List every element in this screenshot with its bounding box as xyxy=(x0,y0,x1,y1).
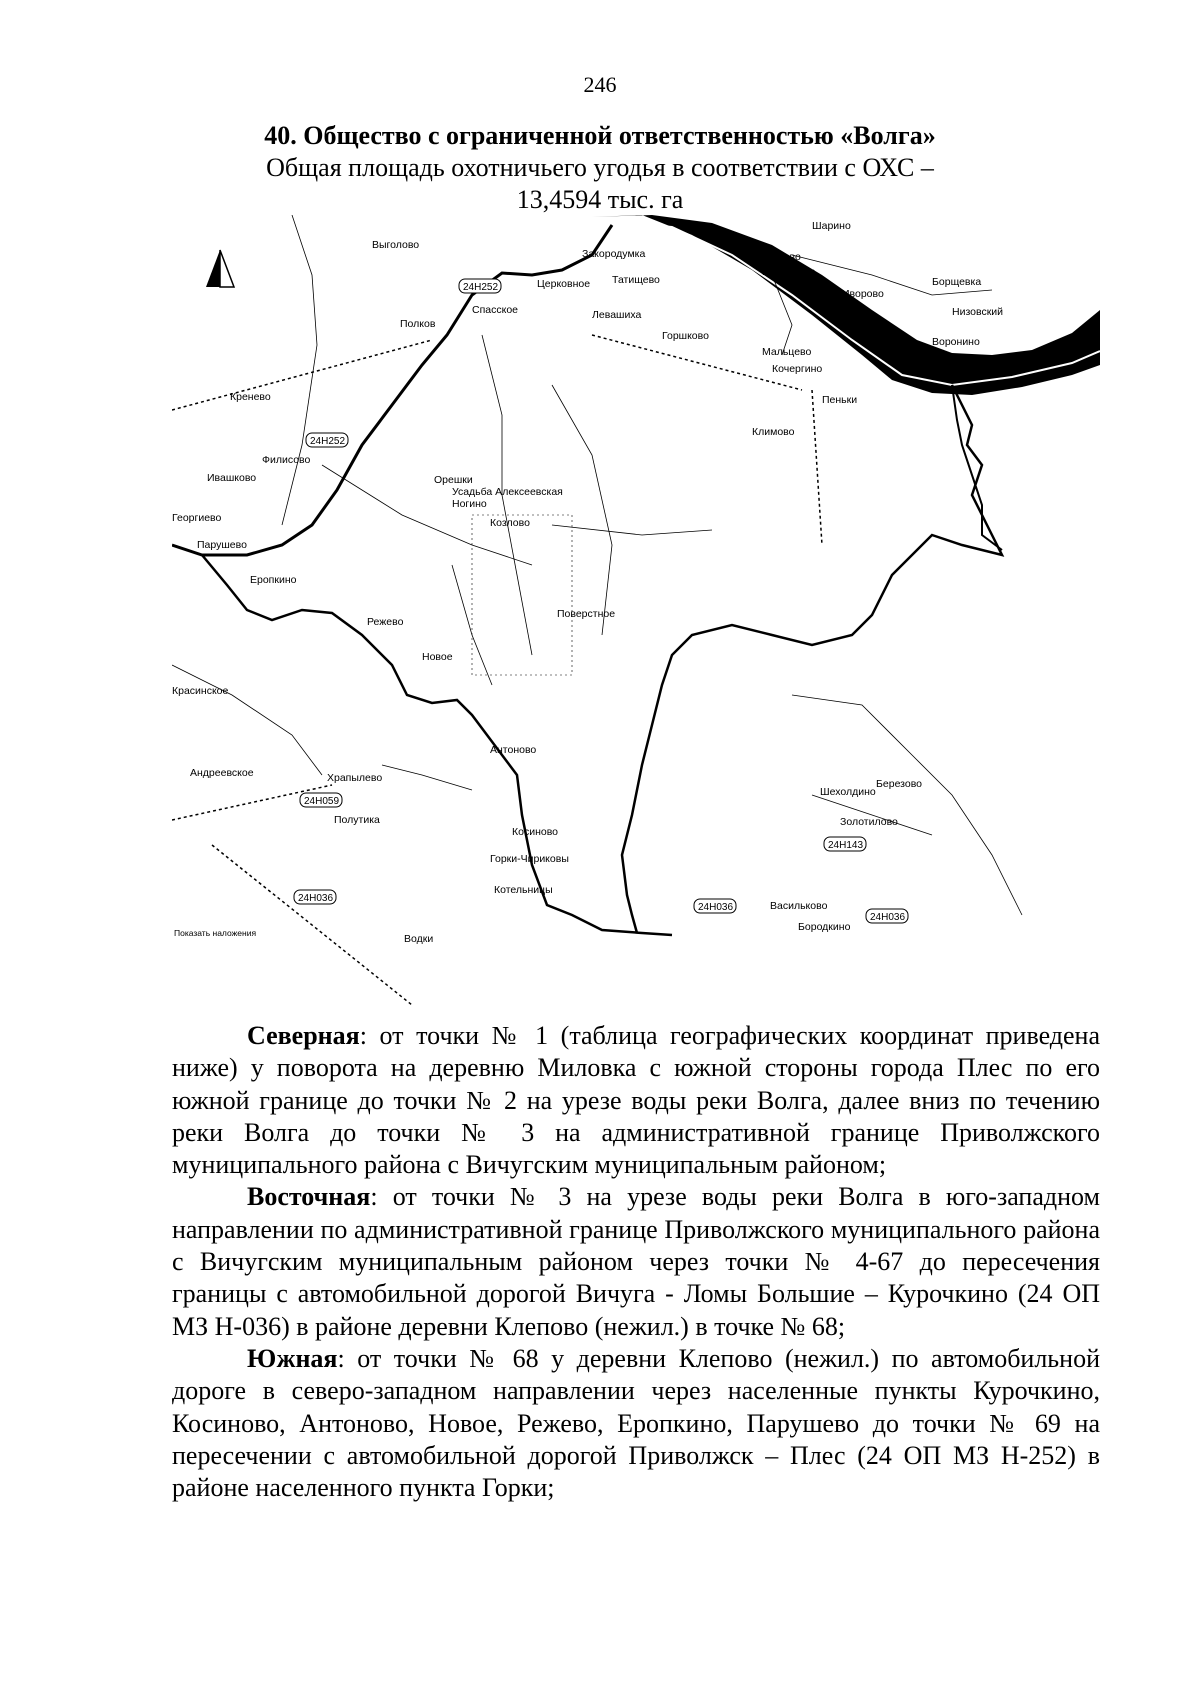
label-vodki: Водки xyxy=(404,933,434,945)
svg-text:24Н036: 24Н036 xyxy=(698,902,734,913)
label-tatishchevo: Татищево xyxy=(612,274,660,286)
label-khrapylevo: Храпылево xyxy=(327,772,383,784)
title-block xyxy=(150,120,1050,216)
label-vygolovo: Выголово xyxy=(372,239,420,251)
label-antonovo: Антоново xyxy=(490,744,537,756)
north-arrow-icon-half xyxy=(220,250,234,287)
hunting-area-boundary xyxy=(172,225,612,555)
label-krasinskoe: Красинское xyxy=(172,685,229,697)
label-oreshki: Орешки xyxy=(434,474,473,486)
road-badge-24n036-b xyxy=(694,899,736,913)
label-klimovo: Климово xyxy=(752,426,795,438)
paragraph-east xyxy=(172,1181,1100,1342)
label-zolotilovo: Золотилово xyxy=(840,816,898,828)
label-vasilkovo: Васильково xyxy=(770,900,828,912)
hunting-area-boundary-east-upper xyxy=(952,385,1002,550)
label-andreevskoe: Андреевское xyxy=(190,767,254,779)
label-zakorodumka: Закородумка xyxy=(582,248,646,260)
swamp-area xyxy=(472,515,572,675)
label-novoe: Новое xyxy=(422,651,453,663)
text-north: : от точки № 1 (таблица географических координат приведена ниже) у поворота на деревню Миловка с южной стороны города Плес по его южной границе до точки № 2 на урезе воды реки Волга, далее вниз по течению реки Волга до точки № 3 на административной границе Приволжского муниципального района с Вичугским муниципальным районом; xyxy=(172,1021,1100,1180)
volga-river xyxy=(592,215,1100,395)
label-pokazat-nalozheniya: Показать наложения xyxy=(174,928,257,938)
heading-south: Южная xyxy=(247,1343,338,1373)
label-storozhevo: Сторожево xyxy=(747,251,801,263)
page-number: 246 xyxy=(583,72,617,97)
label-kozlovo: Козлово xyxy=(490,517,530,529)
label-ivashkovo: Ивашково xyxy=(207,472,257,484)
svg-text:24Н252: 24Н252 xyxy=(463,282,499,293)
label-filisovo: Филисово xyxy=(262,454,311,466)
label-polutika: Полутика xyxy=(334,814,380,826)
label-kochergino: Кочергино xyxy=(772,363,823,375)
label-tserkovnoe: Церковное xyxy=(537,278,591,290)
area-subtitle-line-1: Общая площадь охотничьего угодья в соответствии с ОХС – xyxy=(266,153,934,182)
paragraph-south xyxy=(172,1343,1100,1504)
label-parushevo: Парушево xyxy=(197,539,247,551)
svg-text:24Н143: 24Н143 xyxy=(828,840,864,851)
svg-text:24Н059: 24Н059 xyxy=(304,796,340,807)
text-east: : от точки № 3 на урезе воды реки Волга в юго-западном направлении по административной границе Приволжского муниципального района с Вичугским муниципальным районом через точки № 4-67 до пересечения границы с автомобильной дорогой Вичуга - Ломы Большие – Курочкино (24 ОП МЗ Н-036) в районе деревни Клепово (нежил.) в точке № 68; xyxy=(172,1182,1100,1341)
paragraph-north xyxy=(172,1020,1100,1181)
heading-east: Восточная xyxy=(247,1182,371,1212)
label-krenevo: Кренево xyxy=(230,391,271,403)
road-badge-24n036-c xyxy=(866,909,908,923)
label-penki: Пеньки xyxy=(822,394,858,406)
label-berezovo: Березово xyxy=(876,778,923,790)
label-ivorovo: Иворово xyxy=(842,288,884,300)
label-polkov: Полков xyxy=(400,318,436,330)
label-poverstnoe: Поверстное xyxy=(557,608,616,620)
label-voronino: Воронино xyxy=(932,336,980,348)
label-gorshkovo: Горшково xyxy=(662,330,709,342)
svg-text:24Н036: 24Н036 xyxy=(870,912,906,923)
railway-line xyxy=(172,340,432,410)
label-georgievo: Георгиево xyxy=(172,512,222,524)
label-shekholdino: Шехолдино xyxy=(820,786,876,798)
hunting-area-map xyxy=(172,215,1100,1020)
label-spasskoe: Спасское xyxy=(472,304,518,316)
label-kotelnitsy: Котельницы xyxy=(494,884,553,896)
railway-line-east xyxy=(592,335,802,390)
label-nogino: Ногино xyxy=(452,498,487,510)
road-badge-24n143 xyxy=(824,837,866,851)
label-rezhevo: Режево xyxy=(367,616,404,628)
label-borshchevka: Борщевка xyxy=(932,276,982,288)
label-kosinovo: Косиново xyxy=(512,826,559,838)
label-vedernevo: Ведернево xyxy=(762,266,816,278)
text-south: : от точки № 68 у деревни Клепово (нежил.) по автомобильной дороге в северо-западном направлении через населенные пункты Курочкино, Косиново, Антоново, Новое, Режево, Еропкино, Парушево до точки № 69 на пересечении с автомобильной дорогой Приволжск – Плес (24 ОП МЗ Н-252) в районе населенного пункта Горки; xyxy=(172,1343,1100,1503)
label-gorki-chirikovy: Горки-Чириковы xyxy=(490,853,569,865)
label-usadba: Усадьба Алексеевская xyxy=(452,486,563,498)
railway-line-east-south xyxy=(812,390,822,545)
map-canvas xyxy=(172,215,1100,1020)
svg-text:24Н252: 24Н252 xyxy=(310,436,346,447)
boundary-description xyxy=(172,1020,1100,1504)
area-subtitle-line-2: 13,4594 тыс. га xyxy=(516,185,684,214)
road-badge-24n036-a xyxy=(294,890,336,904)
label-borodkino: Бородкино xyxy=(798,921,851,933)
label-maltsevo: Мальцево xyxy=(762,346,812,358)
svg-text:24Н036: 24Н036 xyxy=(298,893,334,904)
label-levashikha: Левашиха xyxy=(592,309,642,321)
hunting-area-boundary-east xyxy=(622,385,1002,933)
road-badge-24n059 xyxy=(300,793,342,807)
railway-line-south xyxy=(212,845,412,1005)
road-badge-24n252-a xyxy=(459,279,501,293)
label-sharino: Шарино xyxy=(812,220,851,232)
road-badge-24n252-b xyxy=(306,433,348,447)
label-eropkino: Еропкино xyxy=(250,574,297,586)
heading-north: Северная xyxy=(247,1021,360,1050)
label-nizovskiy: Низовский xyxy=(952,306,1004,318)
document-title: 40. Общество с ограниченной ответственностью «Волга» xyxy=(264,121,936,150)
